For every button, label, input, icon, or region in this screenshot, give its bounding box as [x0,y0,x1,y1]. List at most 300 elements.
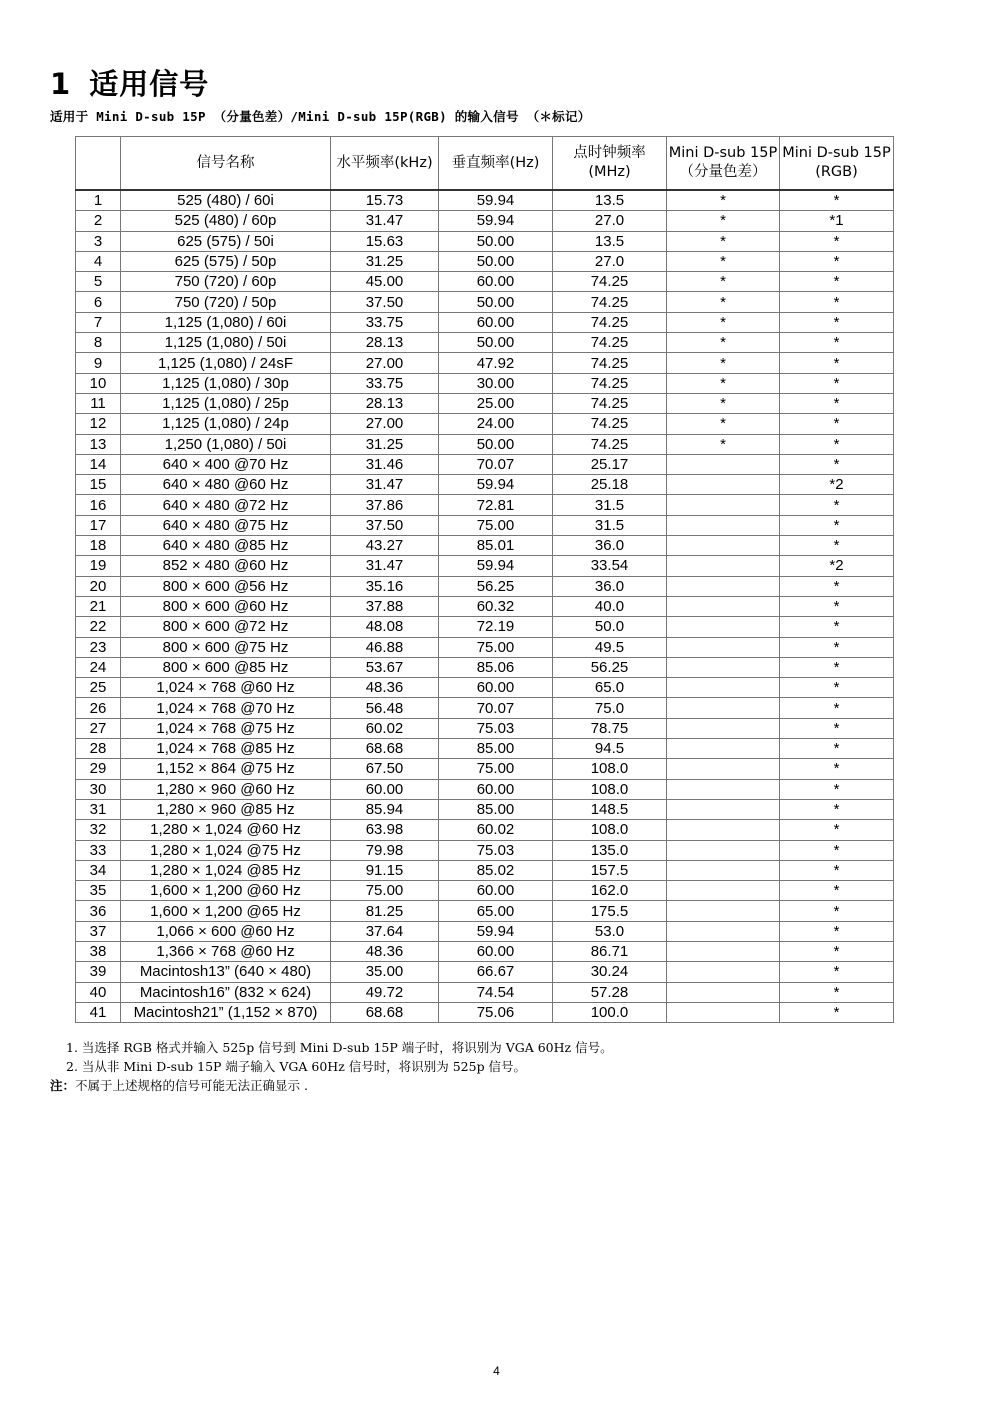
table-row [76,292,894,312]
table-row [76,657,894,677]
component-support-cell [667,475,780,495]
v-freq-cell: 50.00 [439,434,553,454]
component-support-cell [667,718,780,738]
dot-clock-cell: 25.18 [553,475,667,495]
row-number-cell: 2 [76,211,121,231]
rgb-support-cell: * [780,272,894,292]
signal-name-cell: 1,250 (1,080) / 50i [121,434,331,454]
row-number-cell: 11 [76,393,121,413]
h-freq-cell: 31.25 [331,251,439,271]
table-caption: 适用于 Mini D-sub 15P （分量色差）/Mini D-sub 15P(RGB) 的输入信号 （＊标记） [50,109,591,124]
dot-clock-cell: 27.0 [553,251,667,271]
h-freq-cell: 31.46 [331,454,439,474]
row-number-cell: 10 [76,373,121,393]
signal-name-cell: 1,280 × 1,024 @85 Hz [121,860,331,880]
rgb-support-cell: *2 [780,475,894,495]
dot-clock-cell: 135.0 [553,840,667,860]
table-row [76,962,894,982]
dot-clock-cell: 31.5 [553,515,667,535]
signal-name-cell: 1,280 × 960 @60 Hz [121,779,331,799]
row-number-cell: 27 [76,718,121,738]
component-support-cell [667,982,780,1002]
v-freq-cell: 50.00 [439,333,553,353]
component-support-cell: * [667,251,780,271]
table-row [76,556,894,576]
rgb-support-cell: * [780,941,894,961]
rgb-support-cell: * [780,251,894,271]
table-row [76,231,894,251]
signal-name-cell: 1,125 (1,080) / 24sF [121,353,331,373]
h-freq-cell: 31.47 [331,475,439,495]
rgb-support-cell: * [780,454,894,474]
component-support-cell: * [667,414,780,434]
dot-clock-cell: 94.5 [553,739,667,759]
component-support-cell [667,820,780,840]
footnote-2: 2. 当从非 Mini D-sub 15P 端子输入 VGA 60Hz 信号时，将识别为 525p 信号。 [66,1059,527,1074]
dot-clock-cell: 74.25 [553,272,667,292]
h-freq-cell: 43.27 [331,536,439,556]
dot-clock-cell: 53.0 [553,921,667,941]
table-row [76,393,894,413]
dot-clock-cell: 157.5 [553,860,667,880]
table-row [76,495,894,515]
rgb-support-cell: * [780,292,894,312]
signal-name-cell: 1,280 × 960 @85 Hz [121,799,331,819]
dot-clock-cell: 74.25 [553,434,667,454]
table-row [76,901,894,921]
signal-name-cell: 1,600 × 1,200 @60 Hz [121,881,331,901]
row-number-cell: 23 [76,637,121,657]
note-text: 不属于上述规格的信号可能无法正确显示 . [75,1078,308,1093]
signal-name-cell: 640 × 480 @72 Hz [121,495,331,515]
h-freq-cell: 60.02 [331,718,439,738]
component-support-cell [667,617,780,637]
rgb-support-cell: * [780,576,894,596]
section-title [50,62,209,103]
component-support-cell: * [667,211,780,231]
rgb-support-cell: * [780,434,894,454]
row-number-cell: 25 [76,678,121,698]
h-freq-cell: 35.00 [331,962,439,982]
table-row [76,454,894,474]
table-row [76,251,894,271]
table-row [76,190,894,211]
dot-clock-cell: 74.25 [553,414,667,434]
rgb-support-cell: * [780,921,894,941]
row-number-cell: 36 [76,901,121,921]
component-support-cell [667,1002,780,1022]
row-number-cell: 33 [76,840,121,860]
dot-clock-cell: 100.0 [553,1002,667,1022]
dot-clock-cell: 33.54 [553,556,667,576]
signal-name-cell: 1,024 × 768 @70 Hz [121,698,331,718]
component-support-cell [667,921,780,941]
v-freq-cell: 60.00 [439,779,553,799]
rgb-support-cell: * [780,799,894,819]
column-header-4: 点时钟频率(MHz) [553,137,667,191]
table-row [76,881,894,901]
row-number-cell: 39 [76,962,121,982]
v-freq-cell: 56.25 [439,576,553,596]
component-support-cell [667,678,780,698]
footnotes [50,1038,613,1095]
v-freq-cell: 75.03 [439,840,553,860]
section-heading: 适用信号 [89,67,210,101]
h-freq-cell: 81.25 [331,901,439,921]
table-row [76,941,894,961]
table-row [76,596,894,616]
dot-clock-cell: 30.24 [553,962,667,982]
h-freq-cell: 63.98 [331,820,439,840]
rgb-support-cell: *1 [780,211,894,231]
component-support-cell [667,759,780,779]
component-support-cell [667,799,780,819]
component-support-cell: * [667,333,780,353]
component-support-cell [667,657,780,677]
signal-name-cell: 750 (720) / 50p [121,292,331,312]
table-row [76,718,894,738]
h-freq-cell: 48.08 [331,617,439,637]
v-freq-cell: 60.32 [439,596,553,616]
signal-name-cell: 1,366 × 768 @60 Hz [121,941,331,961]
table-row [76,698,894,718]
dot-clock-cell: 75.0 [553,698,667,718]
row-number-cell: 20 [76,576,121,596]
h-freq-cell: 53.67 [331,657,439,677]
dot-clock-cell: 78.75 [553,718,667,738]
row-number-cell: 3 [76,231,121,251]
h-freq-cell: 15.63 [331,231,439,251]
rgb-support-cell: * [780,678,894,698]
signal-name-cell: 1,024 × 768 @85 Hz [121,739,331,759]
row-number-cell: 12 [76,414,121,434]
dot-clock-cell: 74.25 [553,393,667,413]
table-row [76,353,894,373]
v-freq-cell: 50.00 [439,231,553,251]
table-row [76,617,894,637]
footnote-1: 1. 当选择 RGB 格式并输入 525p 信号到 Mini D-sub 15P 端子时，将识别为 VGA 60Hz 信号。 [66,1040,613,1055]
rgb-support-cell: * [780,759,894,779]
signal-name-cell: 800 × 600 @72 Hz [121,617,331,637]
dot-clock-cell: 13.5 [553,190,667,211]
rgb-support-cell: * [780,840,894,860]
rgb-support-cell: * [780,190,894,211]
column-header-6: Mini D-sub 15P (RGB) [780,137,894,191]
component-support-cell [667,941,780,961]
table-row [76,739,894,759]
h-freq-cell: 31.25 [331,434,439,454]
dot-clock-cell: 74.25 [553,292,667,312]
column-header-5: Mini D-sub 15P （分量色差） [667,137,780,191]
dot-clock-cell: 108.0 [553,779,667,799]
row-number-cell: 30 [76,779,121,799]
signal-table-header [76,137,894,191]
rgb-support-cell: * [780,536,894,556]
signal-name-cell: 640 × 480 @85 Hz [121,536,331,556]
component-support-cell: * [667,292,780,312]
h-freq-cell: 37.86 [331,495,439,515]
component-support-cell [667,698,780,718]
v-freq-cell: 75.06 [439,1002,553,1022]
h-freq-cell: 46.88 [331,637,439,657]
signal-name-cell: Macintosh13” (640 × 480) [121,962,331,982]
component-support-cell [667,962,780,982]
h-freq-cell: 68.68 [331,1002,439,1022]
rgb-support-cell: * [780,860,894,880]
dot-clock-cell: 74.25 [553,353,667,373]
dot-clock-cell: 27.0 [553,211,667,231]
h-freq-cell: 33.75 [331,312,439,332]
signal-name-cell: 852 × 480 @60 Hz [121,556,331,576]
v-freq-cell: 70.07 [439,454,553,474]
general-note [50,1076,613,1095]
section-number: 1 [50,67,72,101]
v-freq-cell: 60.00 [439,941,553,961]
signal-name-cell: 640 × 480 @75 Hz [121,515,331,535]
component-support-cell [667,637,780,657]
signal-name-cell: 1,152 × 864 @75 Hz [121,759,331,779]
rgb-support-cell: * [780,617,894,637]
component-support-cell [667,536,780,556]
h-freq-cell: 35.16 [331,576,439,596]
dot-clock-cell: 86.71 [553,941,667,961]
row-number-cell: 28 [76,739,121,759]
column-header-1: 信号名称 [121,137,331,191]
rgb-support-cell: * [780,637,894,657]
component-support-cell: * [667,231,780,251]
v-freq-cell: 75.00 [439,515,553,535]
dot-clock-cell: 49.5 [553,637,667,657]
rgb-support-cell: * [780,657,894,677]
column-header-2: 水平频率(kHz) [331,137,439,191]
rgb-support-cell: * [780,333,894,353]
component-support-cell: * [667,373,780,393]
row-number-cell: 16 [76,495,121,515]
dot-clock-cell: 74.25 [553,312,667,332]
table-row [76,678,894,698]
row-number-cell: 9 [76,353,121,373]
table-row [76,373,894,393]
signal-name-cell: 1,125 (1,080) / 50i [121,333,331,353]
table-row [76,272,894,292]
h-freq-cell: 37.64 [331,921,439,941]
table-row [76,982,894,1002]
table-row [76,637,894,657]
h-freq-cell: 67.50 [331,759,439,779]
rgb-support-cell: * [780,596,894,616]
h-freq-cell: 91.15 [331,860,439,880]
row-number-cell: 18 [76,536,121,556]
signal-name-cell: 1,125 (1,080) / 60i [121,312,331,332]
v-freq-cell: 85.00 [439,799,553,819]
h-freq-cell: 79.98 [331,840,439,860]
signal-name-cell: 525 (480) / 60i [121,190,331,211]
v-freq-cell: 85.06 [439,657,553,677]
signal-name-cell: 640 × 400 @70 Hz [121,454,331,474]
dot-clock-cell: 31.5 [553,495,667,515]
v-freq-cell: 60.02 [439,820,553,840]
rgb-support-cell: * [780,820,894,840]
dot-clock-cell: 74.25 [553,333,667,353]
h-freq-cell: 28.13 [331,333,439,353]
row-number-cell: 37 [76,921,121,941]
v-freq-cell: 59.94 [439,475,553,495]
h-freq-cell: 27.00 [331,353,439,373]
h-freq-cell: 37.50 [331,515,439,535]
v-freq-cell: 66.67 [439,962,553,982]
v-freq-cell: 74.54 [439,982,553,1002]
table-row [76,860,894,880]
signal-name-cell: 800 × 600 @75 Hz [121,637,331,657]
h-freq-cell: 49.72 [331,982,439,1002]
v-freq-cell: 65.00 [439,901,553,921]
signal-name-cell: 525 (480) / 60p [121,211,331,231]
h-freq-cell: 31.47 [331,211,439,231]
h-freq-cell: 31.47 [331,556,439,576]
signal-name-cell: 625 (575) / 50p [121,251,331,271]
h-freq-cell: 48.36 [331,941,439,961]
v-freq-cell: 60.00 [439,881,553,901]
table-row [76,333,894,353]
row-number-cell: 35 [76,881,121,901]
table-row [76,434,894,454]
row-number-cell: 5 [76,272,121,292]
dot-clock-cell: 36.0 [553,576,667,596]
v-freq-cell: 50.00 [439,292,553,312]
row-number-cell: 21 [76,596,121,616]
h-freq-cell: 68.68 [331,739,439,759]
signal-name-cell: 1,280 × 1,024 @60 Hz [121,820,331,840]
component-support-cell [667,881,780,901]
dot-clock-cell: 57.28 [553,982,667,1002]
rgb-support-cell: * [780,698,894,718]
column-header-0 [76,137,121,191]
h-freq-cell: 75.00 [331,881,439,901]
v-freq-cell: 50.00 [439,251,553,271]
h-freq-cell: 45.00 [331,272,439,292]
h-freq-cell: 37.88 [331,596,439,616]
v-freq-cell: 75.03 [439,718,553,738]
dot-clock-cell: 148.5 [553,799,667,819]
table-row [76,759,894,779]
table-row [76,1002,894,1022]
v-freq-cell: 85.02 [439,860,553,880]
row-number-cell: 17 [76,515,121,535]
signal-name-cell: Macintosh16” (832 × 624) [121,982,331,1002]
signal-name-cell: 1,125 (1,080) / 25p [121,393,331,413]
dot-clock-cell: 13.5 [553,231,667,251]
page-number: 4 [493,1364,500,1378]
component-support-cell: * [667,434,780,454]
component-support-cell: * [667,190,780,211]
h-freq-cell: 60.00 [331,779,439,799]
row-number-cell: 1 [76,190,121,211]
component-support-cell [667,556,780,576]
dot-clock-cell: 74.25 [553,373,667,393]
h-freq-cell: 37.50 [331,292,439,312]
rgb-support-cell: * [780,881,894,901]
signal-name-cell: 625 (575) / 50i [121,231,331,251]
v-freq-cell: 75.00 [439,637,553,657]
dot-clock-cell: 56.25 [553,657,667,677]
v-freq-cell: 59.94 [439,211,553,231]
signal-name-cell: 800 × 600 @85 Hz [121,657,331,677]
rgb-support-cell: *2 [780,556,894,576]
signal-name-cell: 1,125 (1,080) / 24p [121,414,331,434]
rgb-support-cell: * [780,982,894,1002]
dot-clock-cell: 40.0 [553,596,667,616]
signal-name-cell: Macintosh21” (1,152 × 870) [121,1002,331,1022]
v-freq-cell: 72.81 [439,495,553,515]
component-support-cell: * [667,312,780,332]
table-row [76,921,894,941]
row-number-cell: 26 [76,698,121,718]
v-freq-cell: 47.92 [439,353,553,373]
column-header-3: 垂直频率(Hz) [439,137,553,191]
rgb-support-cell: * [780,739,894,759]
v-freq-cell: 72.19 [439,617,553,637]
table-row [76,799,894,819]
dot-clock-cell: 36.0 [553,536,667,556]
signal-name-cell: 1,125 (1,080) / 30p [121,373,331,393]
h-freq-cell: 15.73 [331,190,439,211]
component-support-cell [667,860,780,880]
v-freq-cell: 25.00 [439,393,553,413]
h-freq-cell: 27.00 [331,414,439,434]
component-support-cell: * [667,393,780,413]
h-freq-cell: 85.94 [331,799,439,819]
signal-name-cell: 1,066 × 600 @60 Hz [121,921,331,941]
v-freq-cell: 60.00 [439,678,553,698]
row-number-cell: 22 [76,617,121,637]
table-row [76,536,894,556]
rgb-support-cell: * [780,779,894,799]
rgb-support-cell: * [780,1002,894,1022]
component-support-cell [667,576,780,596]
row-number-cell: 40 [76,982,121,1002]
v-freq-cell: 75.00 [439,759,553,779]
v-freq-cell: 59.94 [439,190,553,211]
table-row [76,312,894,332]
row-number-cell: 6 [76,292,121,312]
rgb-support-cell: * [780,373,894,393]
signal-table-body [76,190,894,1023]
v-freq-cell: 60.00 [439,272,553,292]
dot-clock-cell: 25.17 [553,454,667,474]
row-number-cell: 15 [76,475,121,495]
v-freq-cell: 85.01 [439,536,553,556]
row-number-cell: 19 [76,556,121,576]
rgb-support-cell: * [780,495,894,515]
v-freq-cell: 85.00 [439,739,553,759]
signal-name-cell: 1,024 × 768 @75 Hz [121,718,331,738]
v-freq-cell: 30.00 [439,373,553,393]
rgb-support-cell: * [780,312,894,332]
table-row [76,576,894,596]
signal-name-cell: 750 (720) / 60p [121,272,331,292]
rgb-support-cell: * [780,414,894,434]
dot-clock-cell: 108.0 [553,759,667,779]
component-support-cell [667,840,780,860]
h-freq-cell: 56.48 [331,698,439,718]
dot-clock-cell: 65.0 [553,678,667,698]
v-freq-cell: 24.00 [439,414,553,434]
v-freq-cell: 59.94 [439,556,553,576]
component-support-cell [667,739,780,759]
signal-table [75,136,894,1023]
table-row [76,414,894,434]
rgb-support-cell: * [780,353,894,373]
